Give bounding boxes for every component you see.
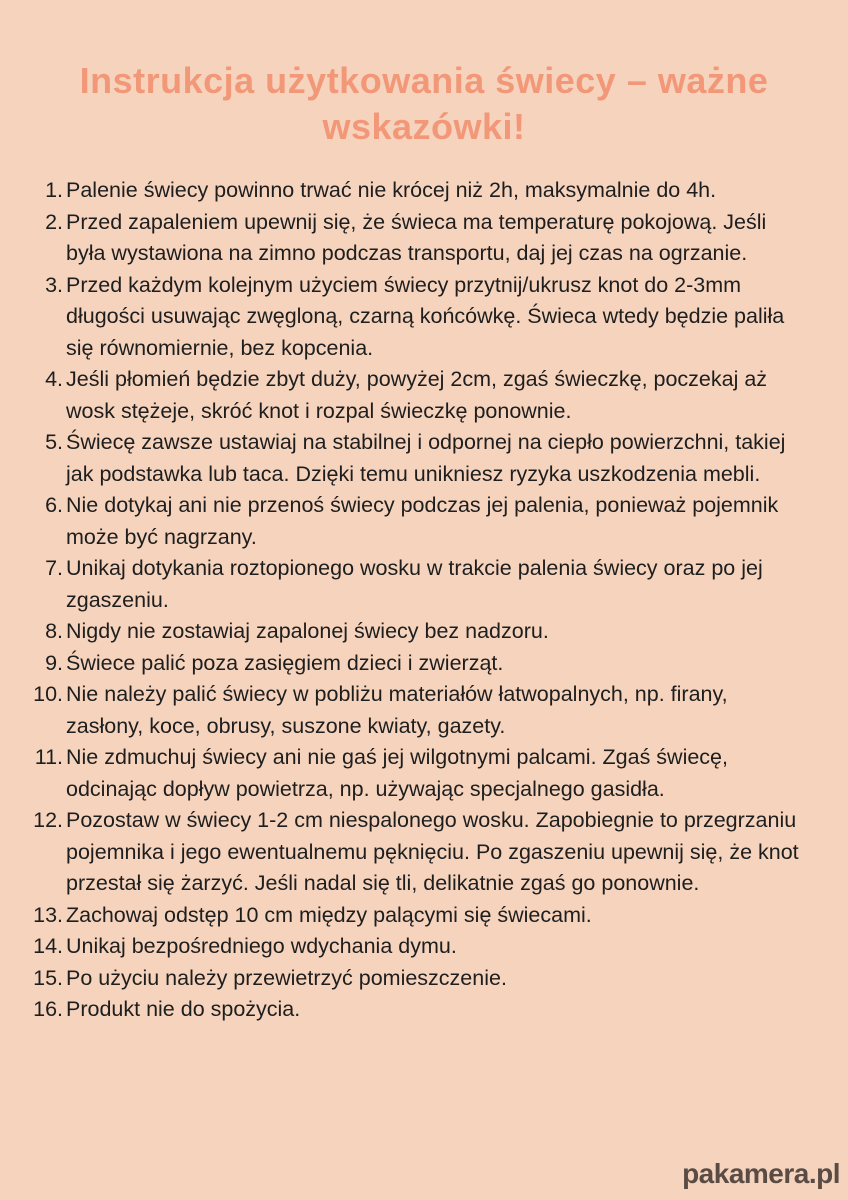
instruction-item bbox=[0, 805, 810, 900]
item-number: 13. bbox=[33, 902, 63, 927]
item-text: Pozostaw w świecy 1-2 cm niespalonego wosku. Zapobiegnie to przegrzaniu pojemnika i jego ewentualnemu pęknięciu. Po zgaszeniu upewnij się, że knot przestał się żarzyć. Jeśli nadal się tli, delikatnie zgaś go ponownie. bbox=[66, 808, 799, 895]
item-text: Nie dotykaj ani nie przenoś świecy podczas jej palenia, ponieważ pojemnik może być nagrzany. bbox=[66, 493, 779, 549]
instruction-item bbox=[0, 994, 810, 1026]
item-number: 1. bbox=[45, 178, 63, 202]
item-text: Unikaj bezpośredniego wdychania dymu. bbox=[66, 934, 457, 958]
item-number: 12. bbox=[33, 808, 63, 832]
item-number: 11. bbox=[34, 745, 63, 769]
item-number: 5. bbox=[45, 430, 63, 454]
item-text: Palenie świecy powinno trwać nie krócej niż 2h, maksymalnie do 4h. bbox=[66, 178, 717, 202]
item-number: 7. bbox=[45, 556, 63, 580]
item-text: Świecę zawsze ustawiaj na stabilnej i odpornej na ciepło powierzchni, takiej jak podstawka lub taca. Dzięki temu unikniesz ryzyka uszkodzenia mebli. bbox=[66, 430, 786, 486]
instruction-item bbox=[0, 679, 810, 742]
item-number: 10. bbox=[33, 682, 63, 706]
instruction-item bbox=[0, 616, 810, 648]
instruction-item bbox=[0, 364, 810, 427]
item-number: 16. bbox=[33, 997, 63, 1021]
item-text: Nie należy palić świecy w pobliżu materiałów łatwopalnych, np. firany, zasłony, koce, obrusy, suszone kwiaty, gazety. bbox=[66, 682, 728, 738]
instruction-item bbox=[0, 648, 810, 680]
item-text: Zachowaj odstęp 10 cm między palącymi się świecami. bbox=[66, 902, 592, 927]
instruction-item bbox=[0, 900, 810, 932]
item-number: 8. bbox=[45, 619, 63, 643]
instruction-item bbox=[0, 963, 810, 995]
item-text: Świece palić poza zasięgiem dzieci i zwierząt. bbox=[66, 650, 504, 675]
item-text: Jeśli płomień będzie zbyt duży, powyżej 2cm, zgaś świeczkę, poczekaj aż wosk stężeje, skróć knot i rozpal świeczkę ponownie. bbox=[66, 367, 768, 423]
item-number: 3. bbox=[45, 272, 63, 297]
item-number: 2. bbox=[45, 209, 63, 234]
item-number: 6. bbox=[45, 493, 63, 517]
instruction-item bbox=[0, 742, 810, 805]
instruction-item bbox=[0, 553, 810, 616]
instruction-item bbox=[0, 427, 810, 490]
item-text: Produkt nie do spożycia. bbox=[66, 997, 301, 1021]
item-text: Po użyciu należy przewietrzyć pomieszczenie. bbox=[66, 965, 507, 990]
item-number: 14. bbox=[33, 934, 63, 958]
instruction-item bbox=[0, 490, 810, 553]
item-text: Nie zdmuchuj świecy ani nie gaś jej wilgotnymi palcami. Zgaś świecę, odcinając dopływ powietrza, np. używając specjalnego gasidła. bbox=[66, 745, 728, 801]
instruction-item bbox=[0, 931, 810, 963]
item-number: 9. bbox=[45, 650, 63, 675]
instruction-item bbox=[0, 207, 810, 270]
instruction-item bbox=[0, 175, 810, 207]
item-number: 4. bbox=[45, 367, 63, 391]
item-text: Przed zapaleniem upewnij się, że świeca ma temperaturę pokojową. Jeśli była wystawiona na zimno podczas transportu, daj jej czas na ogrzanie. bbox=[66, 209, 767, 265]
item-text: Nigdy nie zostawiaj zapalonej świecy bez nadzoru. bbox=[66, 619, 549, 643]
item-text: Przed każdym kolejnym użyciem świecy przytnij/ukrusz knot do 2-3mm długości usuwając zwęgloną, czarną końcówkę. Świeca wtedy będzie paliła się równomiernie, bez kopcenia. bbox=[66, 272, 785, 360]
instructions-list bbox=[0, 175, 810, 1026]
watermark-logo: pakamera.pl bbox=[682, 1158, 840, 1189]
item-text: Unikaj dotykania roztopionego wosku w trakcie palenia świecy oraz po jej zgaszeniu. bbox=[66, 556, 763, 612]
item-number: 15. bbox=[33, 965, 63, 990]
page-title: Instrukcja użytkowania świecy – ważne wskazówki! bbox=[79, 60, 769, 147]
instruction-item bbox=[0, 270, 810, 365]
